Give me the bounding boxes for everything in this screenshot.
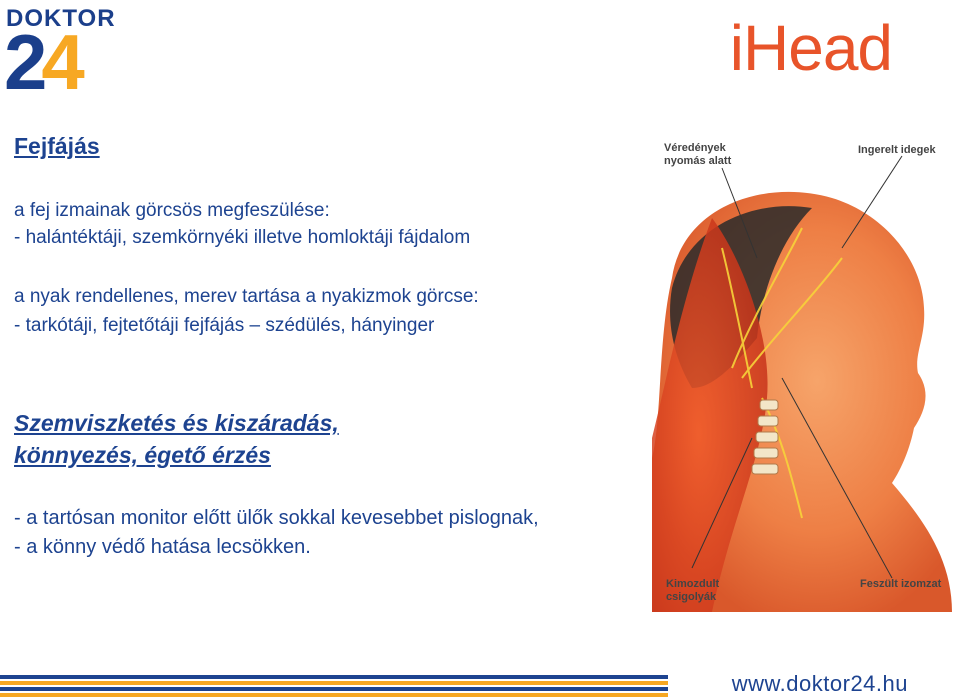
stripe-orange-2 [0,693,668,697]
label-muscles: Feszült izomzat [860,578,942,590]
footer-stripes [0,675,668,699]
logo-digit-4: 4 [41,18,79,106]
page-title: Fejfájás [14,133,100,159]
section3-line2: - a könny védő hatása lecsökken. [14,536,311,558]
logo-text-doktor: DOKTOR [6,5,116,32]
heading2-line1: Szemviszketés és kiszáradás, [14,410,339,436]
head-illustration [652,138,952,612]
stripe-blue-1 [0,675,668,679]
logo-text-24 [4,18,79,106]
section2-line2: - tarkótáji, fejtetőtáji fejfájás – szédülés, hányinger [14,315,435,336]
label-vertebrae-line2: csigolyák [666,591,717,603]
label-vertebrae-line1: Kimozdult [666,578,720,590]
label-vessels-line1: Véredények [664,142,726,154]
section2-line1: a nyak rendellenes, merev tartása a nyakizmok görcse: [14,286,479,307]
ihead-brand: iHead [729,12,892,84]
label-vertebrae [666,578,719,604]
doktor24-logo [4,5,118,106]
section1-line1: a fej izmainak görcsös megfeszülése: [14,200,330,221]
head-anatomy-figure [652,138,952,612]
label-nerves: Ingerelt idegek [858,144,936,156]
heading2-line2: könnyezés, égető érzés [14,442,271,468]
footer-url[interactable]: www.doktor24.hu [731,671,908,696]
stripe-blue-2 [0,687,668,691]
label-vessels-line2: nyomás alatt [664,155,732,167]
stripe-orange-1 [0,681,668,685]
label-vessels [664,142,731,168]
section3-line1: - a tartósan monitor előtt ülők sokkal kevesebbet pislognak, [14,507,539,529]
logo-digit-2: 2 [4,18,42,106]
section1-line2: - halántéktáji, szemkörnyéki illetve homloktáji fájdalom [14,227,471,248]
